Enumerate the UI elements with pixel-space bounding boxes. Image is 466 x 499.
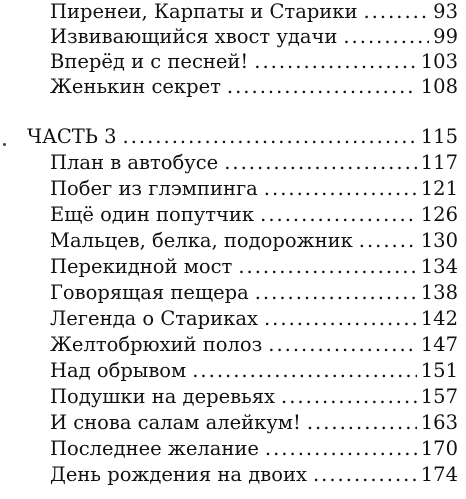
toc-entry-title: Пиренеи, Карпаты и Старики: [50, 0, 358, 23]
toc-part-heading: [27, 124, 458, 150]
toc-entry-page: 117: [420, 151, 458, 174]
toc-part-page: 115: [420, 125, 458, 148]
toc-entry: [50, 306, 458, 332]
toc-entry: [50, 332, 458, 358]
toc-entry: [50, 436, 458, 462]
toc-entry-title: И снова салам алейкум!: [50, 411, 301, 434]
toc-leader-dots: [192, 358, 417, 384]
toc-entry-page: 174: [420, 463, 458, 486]
toc-leader-dots: [343, 24, 429, 50]
toc-entry: [50, 24, 458, 50]
toc-leader-dots: [238, 254, 416, 280]
toc-part-title: ЧАСТЬ 3: [27, 125, 117, 148]
toc-entry: [50, 410, 458, 436]
toc-entry-page: 157: [420, 385, 458, 408]
toc-entry: [50, 384, 458, 410]
toc-entry-page: 170: [420, 437, 458, 460]
toc-leader-dots: [255, 280, 417, 306]
toc-entry: [50, 0, 458, 25]
toc-leader-dots: [363, 0, 429, 25]
toc-entry-title: Легенда о Стариках: [50, 307, 258, 330]
toc-entry-title: Женькин секрет: [50, 75, 221, 98]
toc-entry-title: Побег из глэмпинга: [50, 177, 258, 200]
toc-leader-dots: [227, 74, 417, 100]
toc-entry-title: Перекидной мост: [50, 255, 233, 278]
toc-leader-dots: [313, 462, 417, 488]
toc-entry-page: 121: [420, 177, 458, 200]
toc-entry-title: Желтобрюхий полоз: [50, 333, 263, 356]
toc-entry-page: 130: [420, 229, 458, 252]
toc-entry: [50, 462, 458, 488]
toc-entry-page: 151: [420, 359, 458, 382]
toc-entry: [50, 49, 458, 75]
toc-leader-dots: [268, 332, 417, 358]
toc-entry: [50, 74, 458, 100]
toc-leader-dots: [307, 410, 417, 436]
toc-entry-page: 163: [420, 411, 458, 434]
toc-entry-page: 138: [420, 281, 458, 304]
toc-entry-title: План в автобусе: [50, 151, 219, 174]
toc-leader-dots: [224, 150, 417, 176]
toc-entry-page: 142: [420, 307, 458, 330]
toc-entry-title: Мальцев, белка, подорожник: [50, 229, 353, 252]
toc-entry-page: 93: [433, 0, 458, 23]
toc-entry-page: 134: [420, 255, 458, 278]
toc-entry: [50, 202, 458, 228]
toc-leader-dots: [254, 49, 417, 75]
toc-leader-dots: [264, 176, 417, 202]
toc-entry-page: 99: [433, 25, 458, 48]
toc-entry-title: Последнее желание: [50, 437, 259, 460]
toc-entry-page: 147: [420, 333, 458, 356]
toc-leader-dots: [264, 306, 417, 332]
toc-leader-dots: [265, 436, 417, 462]
toc-leader-dots: [281, 384, 417, 410]
toc-entry-page: 126: [420, 203, 458, 226]
toc-entry: [50, 280, 458, 306]
toc-entry-page: 108: [420, 75, 458, 98]
toc-entry: [50, 150, 458, 176]
toc-entry-title: Ещё один попутчик: [50, 203, 255, 226]
toc-entry-title: Вперёд и с песней!: [50, 50, 249, 73]
toc-entry: [50, 254, 458, 280]
toc-leader-dots: [123, 124, 417, 150]
margin-speck: [3, 143, 6, 146]
toc-entry-title: Извивающийся хвост удачи: [50, 25, 338, 48]
toc-entry: [50, 228, 458, 254]
toc-entry: [50, 358, 458, 384]
toc-entry-title: Над обрывом: [50, 359, 187, 382]
toc-entry-title: Говорящая пещера: [50, 281, 249, 304]
toc-leader-dots: [260, 202, 417, 228]
toc-entry-page: 103: [420, 50, 458, 73]
toc-entry-title: Подушки на деревьях: [50, 385, 276, 408]
toc-entry-title: День рождения на двоих: [50, 463, 307, 486]
toc-entry: [50, 176, 458, 202]
toc-leader-dots: [359, 228, 417, 254]
